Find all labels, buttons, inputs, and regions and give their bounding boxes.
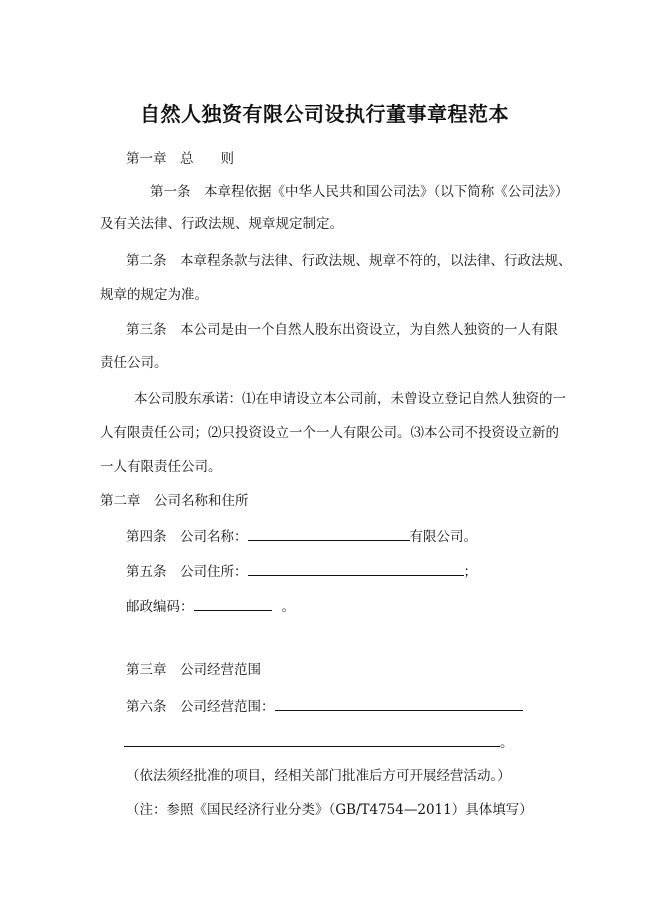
- postal-code-prefix: 邮政编码：: [126, 599, 194, 615]
- article-4-suffix: 有限公司。: [409, 529, 477, 545]
- article-3-line-1: 第三条 本公司是由一个自然人股东出资设立，为自然人独资的一人有限: [126, 322, 558, 338]
- chapter-2-heading: 第二章 公司名称和住所: [100, 493, 249, 509]
- note-2: （注：参照《国民经济行业分类》（GB/T4754—2011）具体填写）: [126, 802, 533, 818]
- article-3-line-2: 责任公司。: [100, 355, 168, 371]
- article-2-line-1: 第二条 本章程条款与法律、行政法规、规章不符的，以法律、行政法规、: [126, 253, 572, 269]
- article-5-prefix: 第五条 公司住所：: [126, 564, 248, 580]
- business-scope-blank-1[interactable]: [275, 696, 523, 711]
- postal-code: [126, 596, 295, 616]
- article-1-line-2: 及有关法律、行政法规、规章规定制定。: [100, 216, 343, 232]
- article-4: [126, 526, 477, 546]
- article-2-line-2: 规章的规定为准。: [100, 287, 208, 303]
- article-5: [126, 561, 477, 581]
- business-scope-blank-2[interactable]: [124, 732, 500, 747]
- commitment-line-2: 人有限责任公司；⑵只投资设立一个一人有限公司。⑶本公司不投资设立新的: [100, 425, 559, 441]
- commitment-line-1: 本公司股东承诺：⑴在申请设立本公司前，未曾设立登记自然人独资的一: [134, 391, 566, 407]
- company-address-blank[interactable]: [248, 561, 464, 576]
- commitment-line-3: 一人有限责任公司。: [100, 459, 222, 475]
- chapter-3-heading: 第三章 公司经营范围: [126, 662, 261, 678]
- article-6-line-2: [124, 732, 514, 752]
- note-1: （依法须经批准的项目，经相关部门批准后方可开展经营活动。）: [126, 768, 511, 784]
- article-4-prefix: 第四条 公司名称：: [126, 529, 248, 545]
- article-6-prefix: 第六条 公司经营范围：: [126, 699, 275, 715]
- document-title: 自然人独资有限公司设执行董事章程范本: [140, 102, 509, 126]
- company-name-blank[interactable]: [248, 526, 410, 541]
- postal-code-suffix: 。: [281, 599, 295, 615]
- article-6-line-2-suffix: 。: [500, 735, 514, 751]
- postal-code-blank[interactable]: [194, 596, 272, 611]
- chapter-1-heading: 第一章 总 则: [126, 151, 234, 167]
- article-6: [126, 696, 523, 716]
- article-5-suffix: ；: [463, 564, 477, 580]
- article-1-line-1: 第一条 本章程依据《中华人民共和国公司法》（以下简称《公司法》）: [150, 184, 569, 200]
